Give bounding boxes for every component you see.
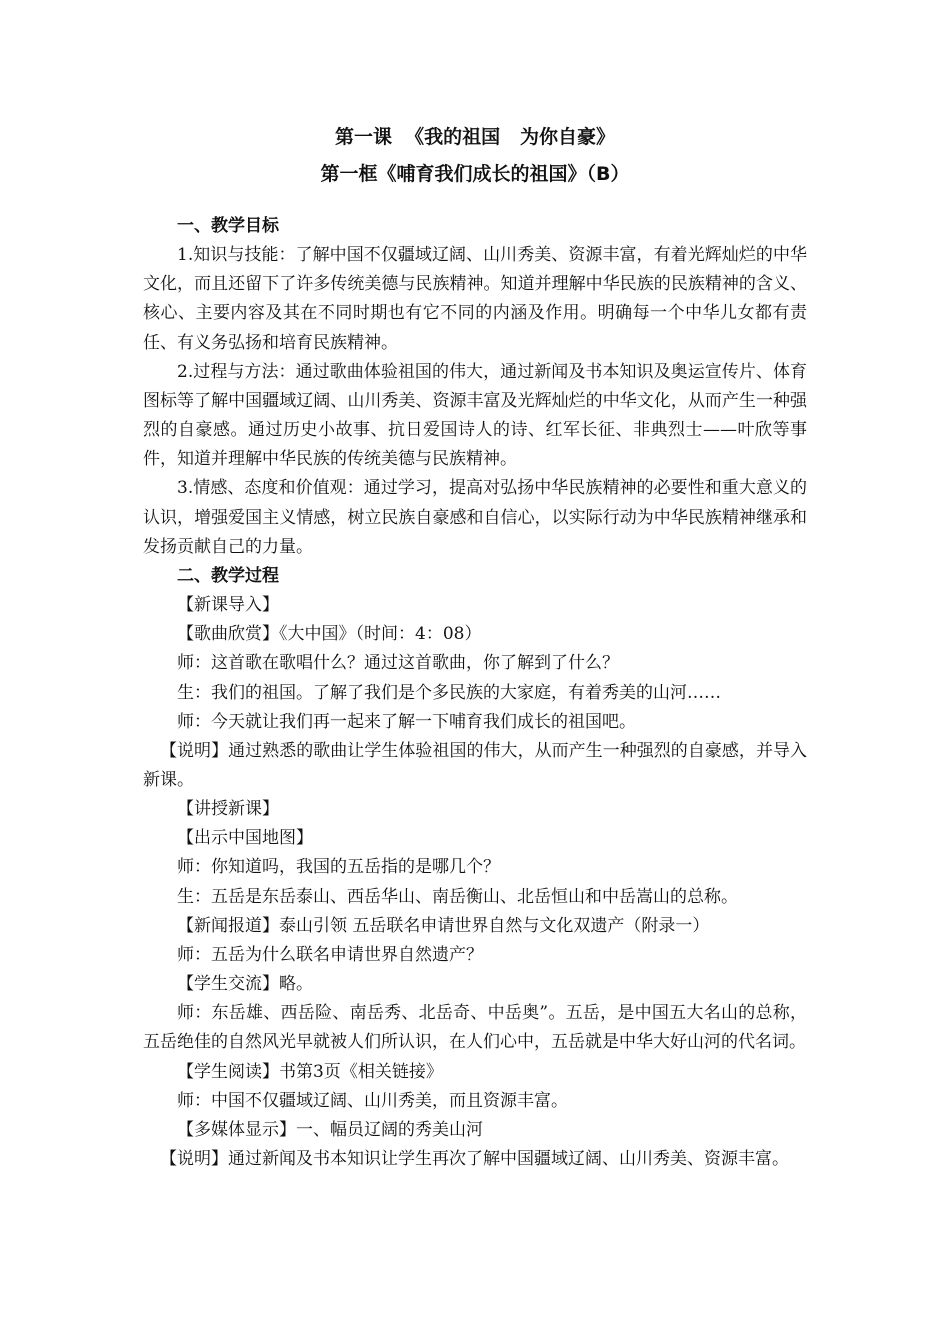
process-paragraph: 师：东岳雄、西岳险、南岳秀、北岳奇、中岳奥”。五岳，是中国五大名山的总称，五岳绝佳的自然风光早就被人们所认识，在人们心中，五岳就是中华大好山河的代名词。 — [143, 1003, 807, 1053]
process-heading: 二、教学过程 — [177, 565, 279, 586]
process-paragraph: 【歌曲欣赏】《大中国》（时间：4：08） — [177, 624, 482, 645]
process-paragraph: 师：五岳为什么联名申请世界自然遗产？ — [177, 944, 483, 965]
process-paragraph: 【出示中国地图】 — [177, 828, 313, 849]
objectives-heading: 一、教学目标 — [177, 216, 279, 236]
process-paragraph: 【新闻报道】泰山引领 五岳联名申请世界自然与文化双遗产（附录一） — [177, 915, 710, 936]
process-paragraph: 【说明】通过新闻及书本知识让学生再次了解中国疆域辽阔、山川秀美、资源丰富。 — [160, 1149, 789, 1169]
lesson-title: 第一课 《我的祖国 为你自豪》 — [334, 126, 616, 148]
objective-paragraph: 2.过程与方法：通过歌曲体验祖国的伟大，通过新闻及书本知识及奥运宣传片、体育图标等了解中国疆域辽阔、山川秀美、资源丰富及光辉灿烂的中华文化，从而产生一种强烈的自豪感。通过历史小故事、抗日爱国诗人的诗、红军长征、非典烈士——叶欣等事件，知道并理解中华民族的传统美德与民族精神。 — [143, 361, 807, 470]
objective-paragraph: 1.知识与技能：了解中国不仅疆域辽阔、山川秀美、资源丰富，有着光辉灿烂的中华文化，而且还留下了许多传统美德与民族精神。知道并理解中华民族的民族精神的含义、核心、主要内容及其在不同时期也有它不同的内涵及作用。明确每一个中华儿女都有责任、有义务弘扬和培育民族精神。 — [143, 245, 807, 353]
process-paragraph: 【讲授新课】 — [177, 799, 279, 820]
process-paragraph: 【新课导入】 — [177, 595, 279, 616]
process-paragraph: 生：五岳是东岳泰山、西岳华山、南岳衡山、北岳恒山和中岳嵩山的总称。 — [177, 886, 738, 907]
process-paragraph: 【多媒体显示】一、幅员辽阔的秀美山河 — [177, 1119, 483, 1140]
section-title: 第一框《哺育我们成长的祖国》（B） — [320, 163, 630, 185]
process-paragraph: 【学生阅读】书第3页《相关链接》 — [177, 1061, 443, 1082]
process-paragraph: 【学生交流】略。 — [177, 974, 313, 995]
process-paragraph: 师：这首歌在歌唱什么？通过这首歌曲，你了解到了什么？ — [177, 653, 619, 674]
objective-paragraph: 3.情感、态度和价值观：通过学习，提高对弘扬中华民族精神的必要性和重大意义的认识，增强爱国主义情感，树立民族自豪感和自信心，以实际行动为中华民族精神继承和发扬贡献自己的力量。 — [143, 478, 807, 557]
process-paragraph: 师：你知道吗，我国的五岳指的是哪几个？ — [177, 857, 500, 878]
process-paragraph: 师：中国不仅疆域辽阔、山川秀美，而且资源丰富。 — [177, 1090, 568, 1111]
process-paragraph: 【说明】通过熟悉的歌曲让学生体验祖国的伟大，从而产生一种强烈的自豪感，并导入新课。 — [143, 740, 807, 790]
process-paragraph: 师：今天就让我们再一起来了解一下哺育我们成长的祖国吧。 — [177, 711, 636, 732]
document-body — [143, 212, 807, 1174]
process-paragraph: 生：我们的祖国。了解了我们是个多民族的大家庭，有着秀美的山河…… — [177, 682, 721, 703]
